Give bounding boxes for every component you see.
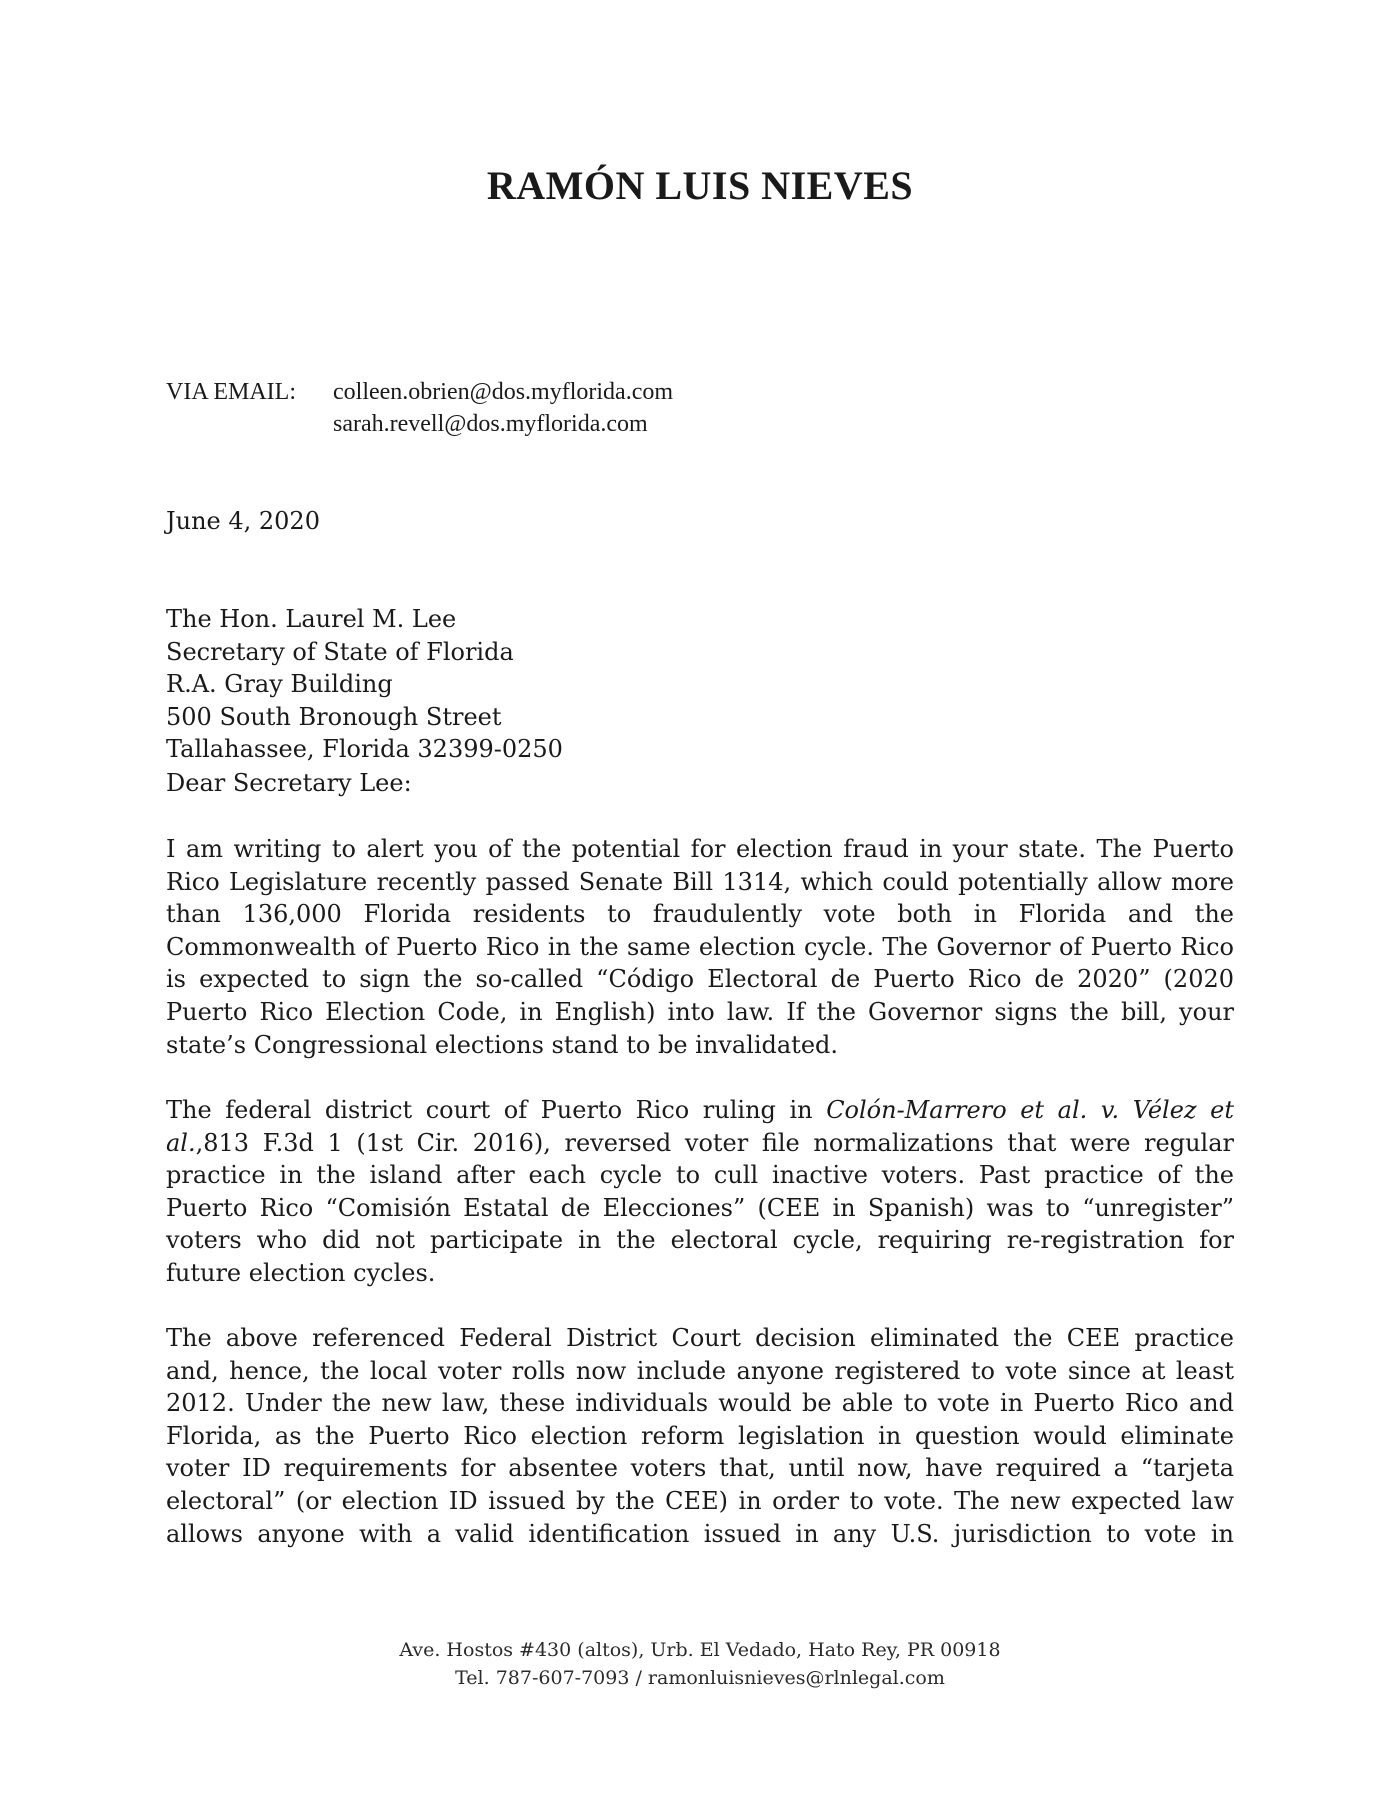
- email-address-1[interactable]: colleen.obrien@dos.myflorida.com: [333, 379, 674, 405]
- case-citation: Colón-Marrero et al. v. Vélez et: [826, 1096, 1234, 1124]
- footer-address: Ave. Hostos #430 (altos), Urb. El Vedado, Hato Rey, PR 00918: [399, 1639, 1001, 1661]
- footer-contact: Tel. 787-607-7093 / ramonluisnieves@rlnlegal.com: [455, 1667, 945, 1689]
- paragraph-line: [166, 1127, 1234, 1160]
- salutation: Dear Secretary Lee:: [166, 769, 412, 797]
- paragraph-line: Commonwealth of Puerto Rico in the same election cycle. The Governor of Puerto Rico: [166, 932, 1234, 961]
- paragraph-line: voter ID requirements for absentee voters that, until now, have required a “tarjeta: [166, 1454, 1234, 1483]
- paragraph-2: [166, 1094, 1234, 1290]
- paragraph-line: and, hence, the local voter rolls now include anyone registered to vote since at least: [166, 1356, 1234, 1385]
- paragraph-line: Rico Legislature recently passed Senate Bill 1314, which could potentially allow more: [166, 867, 1234, 896]
- paragraph-3: [166, 1322, 1234, 1550]
- paragraph-line: electoral” (or election ID issued by the CEE) in order to vote. The new expected law: [166, 1486, 1234, 1515]
- paragraph-line: Puerto Rico “Comisión Estatal de Elecciones” (CEE in Spanish) was to “unregister”: [166, 1193, 1234, 1222]
- paragraph-line: 2012. Under the new law, these individuals would be able to vote in Puerto Rico and: [166, 1389, 1234, 1418]
- paragraph-1: [166, 833, 1234, 1061]
- recipient-address: [166, 603, 1234, 766]
- paragraph-text: ,813 F.3d 1 (1st Cir. 2016), reversed voter file normalizations that were regular: [195, 1128, 1234, 1157]
- recipient-line: R.A. Gray Building: [166, 670, 393, 699]
- paragraph-line: Puerto Rico Election Code, in English) into law. If the Governor signs the bill, your: [166, 997, 1234, 1026]
- paragraph-line: state’s Congressional elections stand to be invalidated.: [166, 1030, 839, 1059]
- via-email-label: VIA EMAIL:: [166, 379, 296, 405]
- letter-date: June 4, 2020: [166, 507, 320, 535]
- paragraph-line: voters who did not participate in the electoral cycle, requiring re-registration for: [166, 1226, 1234, 1255]
- paragraph-line: I am writing to alert you of the potential for election fraud in your state. The Puerto: [166, 835, 1234, 863]
- via-email-block: [166, 376, 673, 440]
- letter-footer: [0, 1636, 1400, 1692]
- paragraph-line: practice in the island after each cycle to cull inactive voters. Past practice of the: [166, 1161, 1234, 1190]
- paragraph-line: future election cycles.: [166, 1258, 436, 1287]
- recipient-line: Tallahassee, Florida 32399-0250: [166, 735, 563, 764]
- paragraph-text: The federal district court of Puerto Rico ruling in: [166, 1096, 827, 1124]
- paragraph-line: is expected to sign the so-called “Código Electoral de Puerto Rico de 2020” (2020: [166, 965, 1234, 994]
- recipient-line: Secretary of State of Florida: [166, 637, 514, 666]
- recipient-line: 500 South Bronough Street: [166, 702, 502, 731]
- paragraph-line: than 136,000 Florida residents to fraudulently vote both in Florida and the: [166, 900, 1234, 929]
- paragraph-line: allows anyone with a valid identification issued in any U.S. jurisdiction to vote in: [166, 1519, 1234, 1548]
- paragraph-line: Florida, as the Puerto Rico election reform legislation in question would eliminate: [166, 1421, 1234, 1450]
- paragraph-line: [166, 1094, 1234, 1127]
- case-citation-end: al.: [166, 1128, 196, 1157]
- recipient-line: The Hon. Laurel M. Lee: [166, 605, 457, 633]
- email-address-2[interactable]: sarah.revell@dos.myflorida.com: [333, 411, 648, 437]
- paragraph-line: The above referenced Federal District Court decision eliminated the CEE practice: [166, 1324, 1234, 1352]
- letterhead-name: RAMÓN LUIS NIEVES: [486, 163, 914, 208]
